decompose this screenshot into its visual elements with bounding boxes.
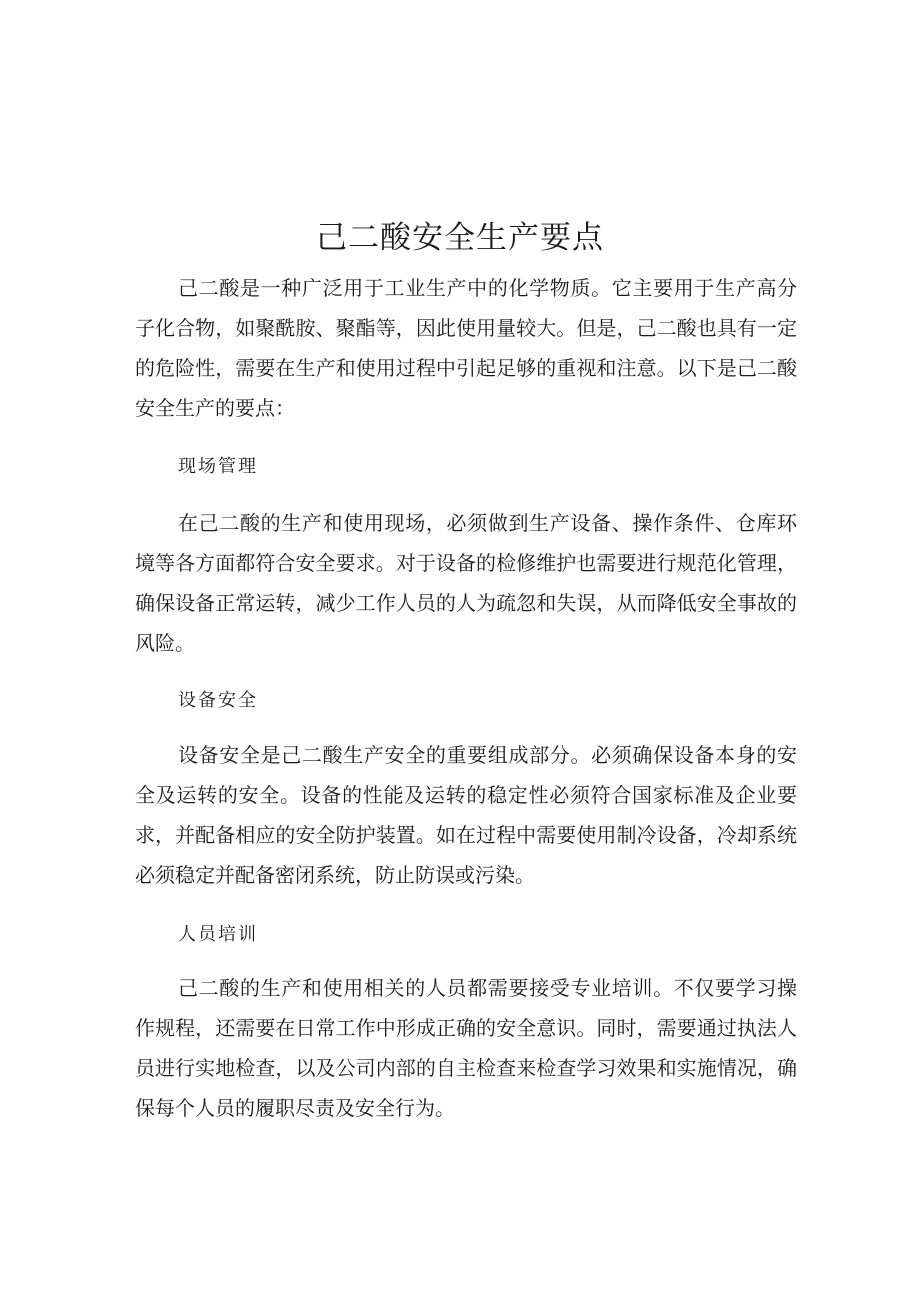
intro-paragraph: 己二酸是一种广泛用于工业生产中的化学物质。它主要用于生产高分子化合物，如聚酰胺、聚酯等，因此使用量较大。但是，己二酸也具有一定的危险性，需要在生产和使用过程中引起足够的重视和注意。以下是己二酸安全生产的要点： [135,276,797,420]
page-title: 己二酸安全生产要点 [316,220,604,256]
section-body-equipment-safety: 设备安全是己二酸生产安全的重要组成部分。必须确保设备本身的安全及运转的安全。设备的性能及运转的稳定性必须符合国家标准及企业要求，并配备相应的安全防护装置。如在过程中需要使用制冷设备，冷却系统必须稳定并配备密闭系统，防止防误或污染。 [135,743,797,887]
section-heading-site-management: 现场管理 [178,456,258,477]
section-body-personnel-training: 己二酸的生产和使用相关的人员都需要接受专业培训。不仅要学习操作规程，还需要在日常工作中形成正确的安全意识。同时，需要通过执法人员进行实地检查，以及公司内部的自主检查来检查学习效果和实施情况，确保每个人员的履职尽责及安全行为。 [135,976,797,1120]
section-body-site-management: 在己二酸的生产和使用现场，必须做到生产设备、操作条件、仓库环境等各方面都符合安全要求。对于设备的检修维护也需要进行规范化管理，确保设备正常运转，减少工作人员的人为疏忽和失误，从而降低安全事故的风险。 [135,511,797,655]
section-heading-equipment-safety: 设备安全 [178,690,258,711]
section-heading-personnel-training: 人员培训 [178,924,258,945]
